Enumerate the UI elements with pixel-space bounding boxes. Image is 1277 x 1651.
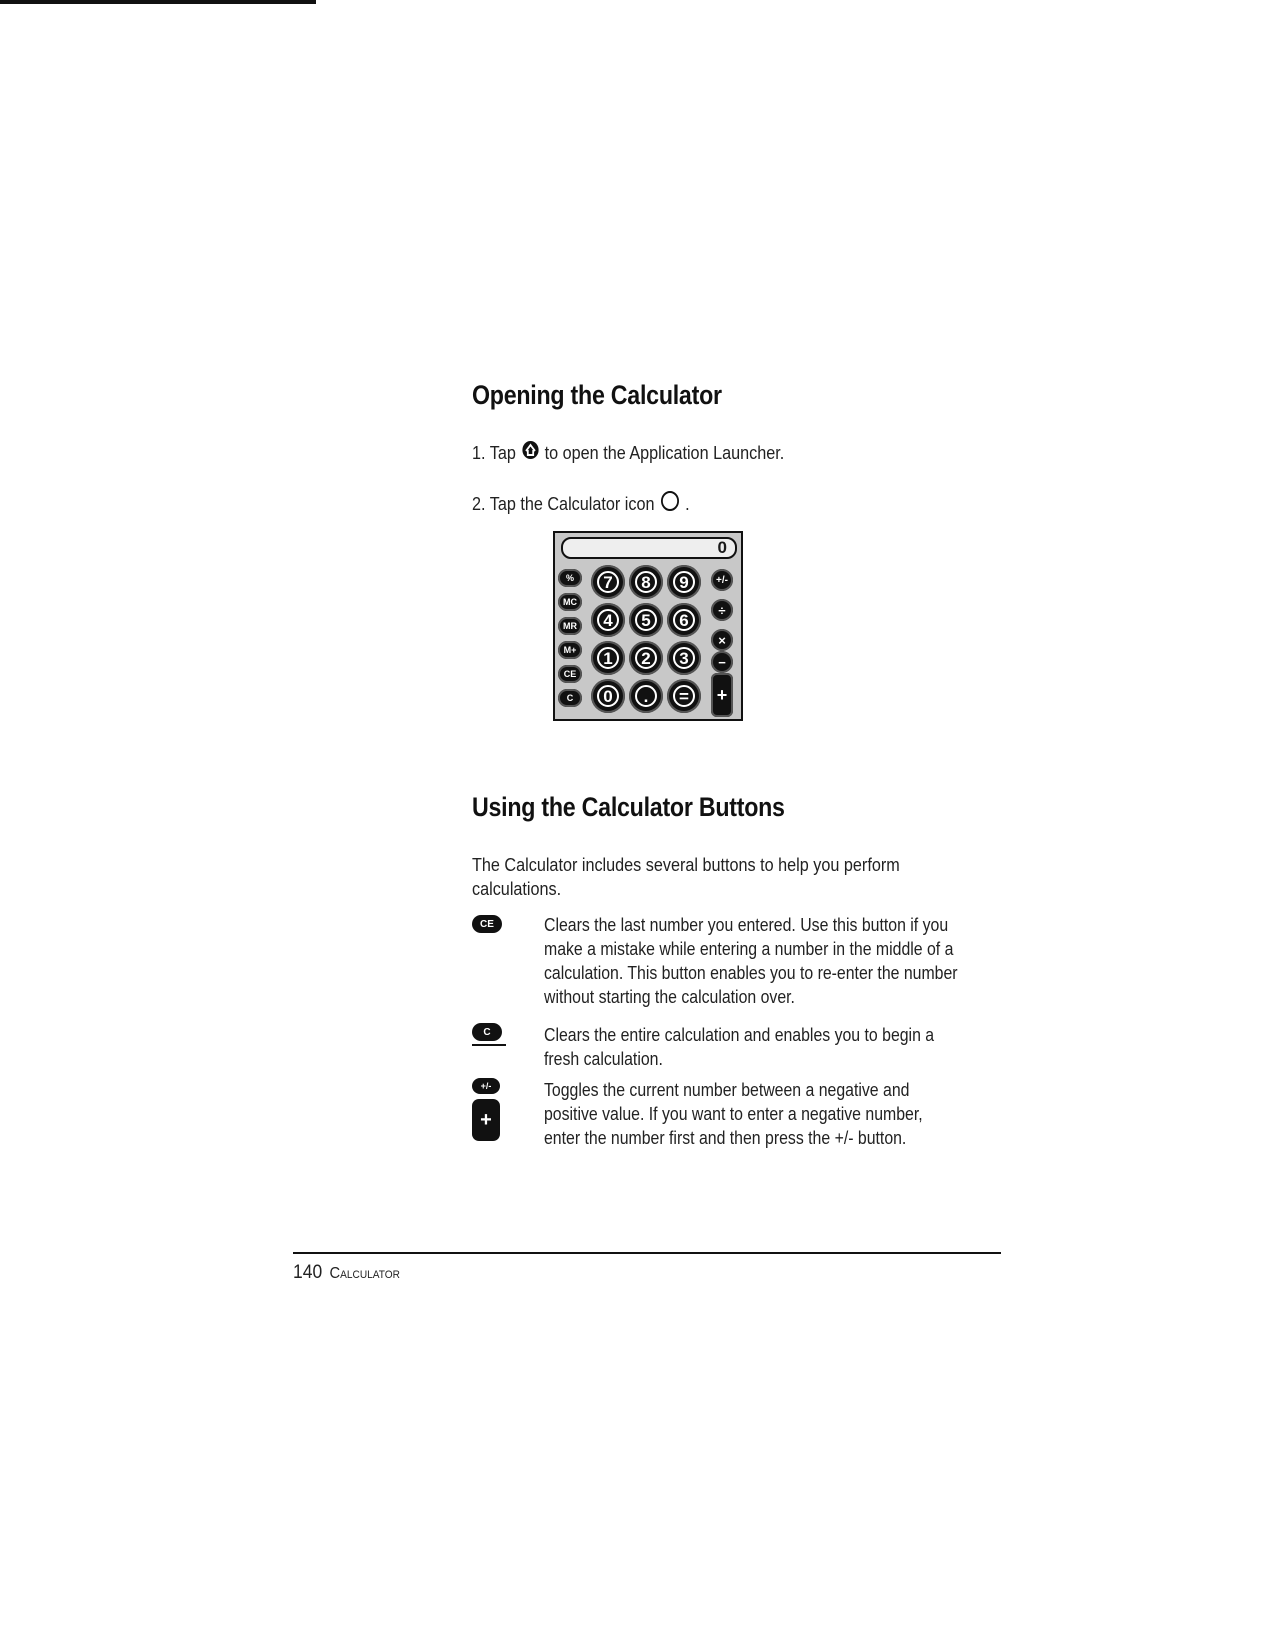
page-footer	[293, 1262, 400, 1284]
memory-recall-key: MR	[558, 617, 582, 635]
memory-add-key: M+	[558, 641, 582, 659]
button-description: Toggles the current number between a negative and positive value. If you want to enter a negative number, enter the number first and then press the +/- button.	[544, 1080, 923, 1148]
step-2-text-after: .	[685, 494, 690, 514]
chapter-name: Calculator	[329, 1265, 400, 1282]
memory-clear-key: MC	[558, 593, 582, 611]
clear-entry-key: CE	[558, 665, 582, 683]
section-2-intro: The Calculator includes several buttons to help you perform calculations.	[472, 855, 900, 899]
step-1-text-after: to open the Application Launcher.	[544, 443, 785, 463]
plus-key: +	[711, 673, 733, 717]
percent-key: %	[558, 569, 582, 587]
digit-9-key: 9	[667, 565, 701, 599]
decimal-key: .	[629, 679, 663, 713]
calculator-display: 0	[561, 537, 737, 559]
digit-2-key: 2	[629, 641, 663, 675]
calculator-screenshot	[553, 531, 743, 721]
clear-icon: C	[472, 1023, 506, 1046]
page-number: 140	[293, 1262, 323, 1283]
digit-1-key: 1	[591, 641, 625, 675]
footer-rule	[293, 1252, 1001, 1254]
step-1	[472, 440, 784, 466]
step-2	[472, 490, 690, 518]
top-rule	[0, 0, 316, 4]
section-title-opening: Opening the Calculator	[472, 380, 722, 410]
multiply-key: ×	[711, 629, 733, 651]
clear-key: C	[558, 689, 582, 707]
step-1-text-before: 1. Tap	[472, 443, 516, 463]
section-title-buttons: Using the Calculator Buttons	[472, 792, 785, 822]
button-description: Clears the entire calculation and enables you to begin a fresh calculation.	[544, 1025, 935, 1069]
calculator-icon	[660, 490, 680, 518]
home-icon	[521, 440, 539, 466]
button-description: Clears the last number you entered. Use this button if you make a mistake while entering a number in the middle of a calculation. This button enables you to re-enter the number without starting the calculation over.	[544, 915, 958, 1007]
divide-key: ÷	[711, 599, 733, 621]
step-2-text-before: 2. Tap the Calculator icon	[472, 494, 655, 514]
digit-0-key: 0	[591, 679, 625, 713]
plus-minus-key: +/-	[711, 569, 733, 591]
minus-key: −	[711, 651, 733, 673]
digit-3-key: 3	[667, 641, 701, 675]
plus-minus-icon: +/- +	[472, 1078, 502, 1141]
digit-5-key: 5	[629, 603, 663, 637]
clear-entry-icon: CE	[472, 915, 502, 933]
digit-7-key: 7	[591, 565, 625, 599]
digit-8-key: 8	[629, 565, 663, 599]
digit-4-key: 4	[591, 603, 625, 637]
equals-key: =	[667, 679, 701, 713]
digit-6-key: 6	[667, 603, 701, 637]
